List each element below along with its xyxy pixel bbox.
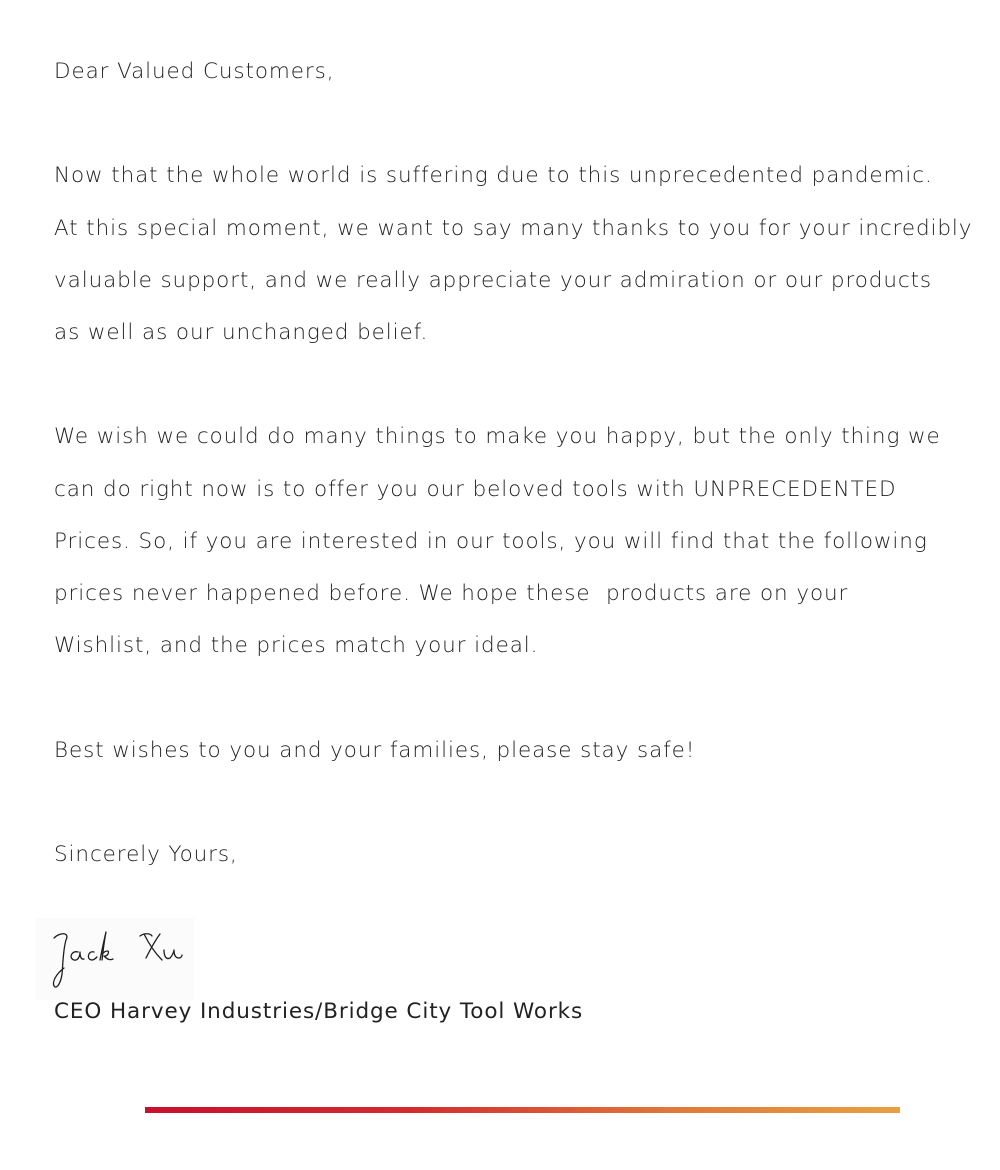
paragraph-2-line-3: Prices. So, if you are interested in our tools, you will find that the following [54,528,928,554]
spacer [54,672,974,724]
spacer [54,359,974,411]
paragraph-1-line-1: Now that the whole world is suffering due to this unprecedented pandemic. [54,163,933,189]
closing-line: Sincerely Yours, [54,841,238,867]
spacer [54,777,974,829]
spacer [54,98,974,150]
greeting: Dear Valued Customers, [54,59,335,84]
paragraph-2-line-5: Wishlist, and the prices match your ideal. [54,633,539,659]
letter-body [54,46,974,881]
paragraph-2-line-2: can do right now is to offer you our beloved tools with UNPRECEDENTED [54,476,897,502]
paragraph-1-line-3: valuable support, and we really appreciate your admiration or our products [54,267,933,293]
footer-divider [145,1107,900,1113]
paragraph-2-line-1: We wish we could do many things to make you happy, but the only thing we [54,424,941,450]
best-wishes-line: Best wishes to you and your families, please stay safe! [54,737,696,763]
signatory-title: CEO Harvey Industries/Bridge City Tool Works [54,999,584,1024]
paragraph-1-line-2: At this special moment, we want to say many thanks to you for your incredibly [54,215,973,241]
paragraph-1-line-4: as well as our unchanged belief. [54,320,429,345]
paragraph-2-line-4: prices never happened before. We hope these products are on your [54,581,849,606]
